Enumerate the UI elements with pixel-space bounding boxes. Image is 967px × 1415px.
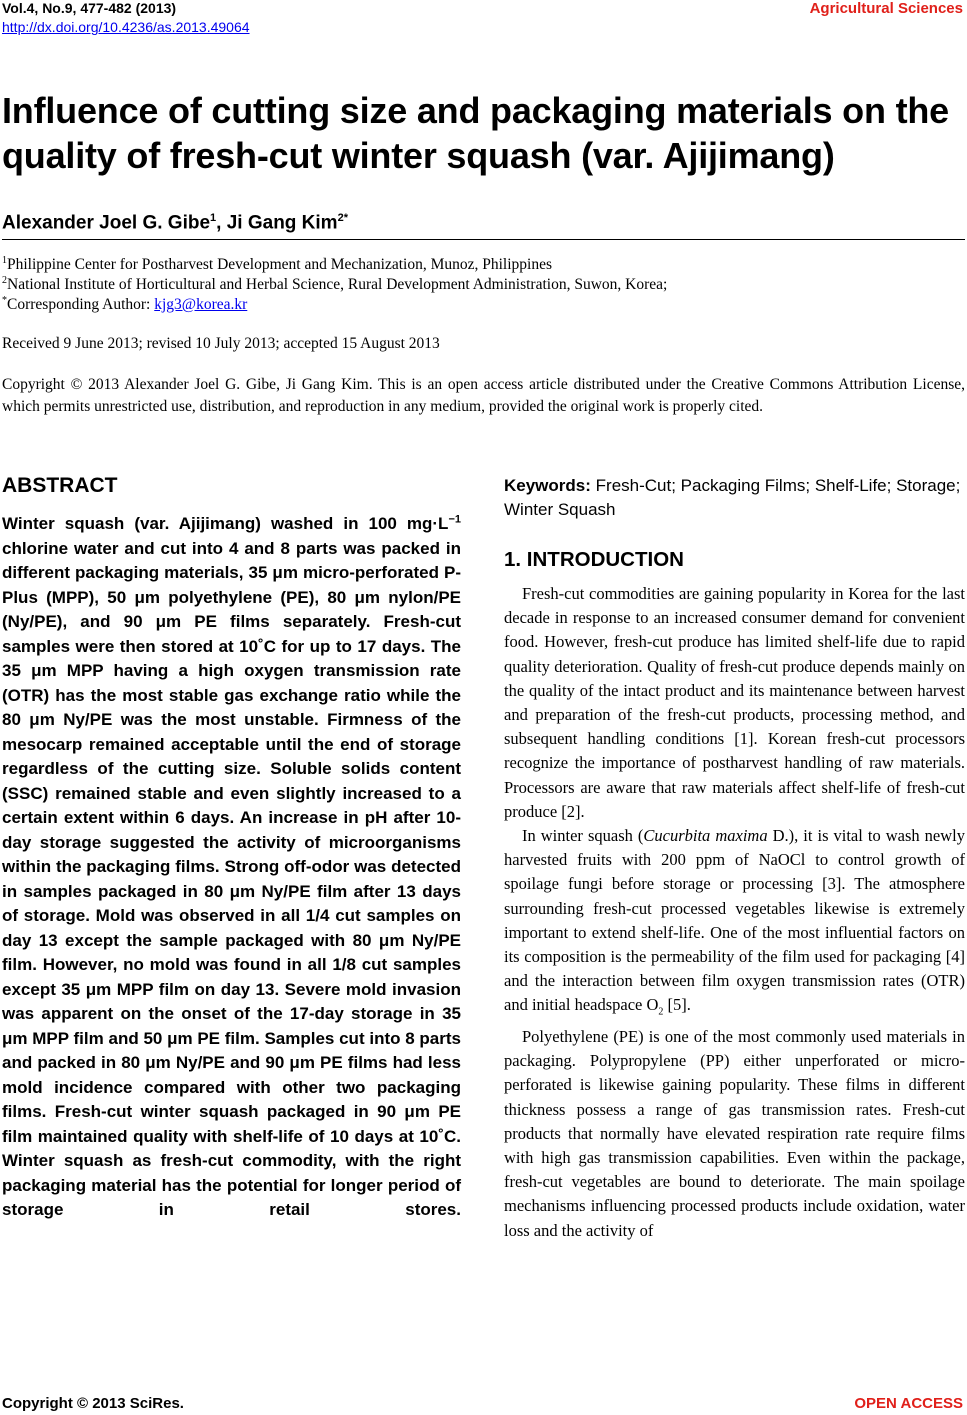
abstract-superscript: −1: [448, 513, 461, 526]
header-divider: [2, 239, 965, 240]
footer-copyright: Copyright © 2013 SciRes.: [2, 1395, 184, 1412]
intro-p2-part-3: [5].: [663, 995, 691, 1015]
author-separator: ,: [216, 212, 227, 234]
doi-link[interactable]: http://dx.doi.org/10.4236/as.2013.49064: [2, 19, 250, 35]
abstract-text: [2, 512, 461, 1223]
journal-name: Agricultural Sciences: [809, 0, 963, 17]
keywords-label: Keywords:: [504, 476, 591, 495]
intro-p2-part-2: D.), it is vital to wash newly harvested fruits with 200 ppm of NaOCl to control growth of spoilage fungi before storage or processing [3]. The atmosphere surrounding fresh-cut processed vegetables likewise is extremely important to extend shelf-life. One of the most influential factors on its composition is the permeability of the film used for packaging [4] and the interaction between film oxygen transmission rates (OTR) and initial headspace O: [504, 826, 965, 1015]
footer-open-access: OPEN ACCESS: [854, 1395, 963, 1412]
keywords: [504, 474, 965, 522]
article-title: Influence of cutting size and packaging materials on the quality of fresh-cut winter squash (var. Ajijimang): [2, 90, 949, 176]
corresponding-mark: *: [2, 295, 7, 306]
corresponding-label: Corresponding Author:: [7, 296, 155, 314]
introduction-heading: 1. INTRODUCTION: [504, 548, 684, 571]
corresponding-author: [2, 290, 247, 316]
affiliation-2-text: National Institute of Horticultural and Herbal Science, Rural Development Administration, Suwon, Korea;: [7, 276, 668, 294]
article-dates: Received 9 June 2013; revised 10 July 2013; accepted 15 August 2013: [2, 335, 440, 352]
intro-p2-subscript: 2: [658, 1006, 664, 1018]
affiliation-1-text: Philippine Center for Postharvest Development and Mechanization, Munoz, Philippines: [7, 256, 552, 274]
affiliation-1-mark: 1: [2, 255, 7, 266]
copyright-notice: Copyright © 2013 Alexander Joel G. Gibe, Ji Gang Kim. This is an open access article distributed under the Creative Commons Attribution License, which permits unrestricted use, distribution, and reproduction in any medium, provided the original work is properly cited.: [2, 376, 965, 415]
right-column: [504, 474, 965, 1243]
author-2: Ji Gang Kim: [226, 212, 338, 234]
abstract-heading: ABSTRACT: [2, 474, 118, 497]
intro-paragraph-1: Fresh-cut commodities are gaining popularity in Korea for the last decade in response to an increased consumer demand for convenient food. However, fresh-cut produce has limited shelf-life due to rapid quality deterioration. Quality of fresh-cut produce depends mainly on the quality of the intact product and its maintenance between harvest and preparation of the fresh-cut products, processing method, and subsequent handling conditions [1]. Korean fresh-cut processors recognize the importance of postharvest handling of raw materials. Processors are aware that raw materials affect shelf-life of fresh-cut produce [2].: [504, 584, 965, 821]
volume-info: Vol.4, No.9, 477-482 (2013): [2, 0, 177, 16]
author-1-affiliation-mark: 1: [210, 212, 217, 224]
author-line: [2, 212, 348, 234]
corresponding-email-link[interactable]: kjg3@korea.kr: [154, 296, 248, 314]
keywords-text: Fresh-Cut; Packaging Films; Shelf-Life; Storage; Winter Squash: [504, 476, 961, 519]
intro-p2-part-1: In winter squash (: [522, 826, 644, 846]
intro-paragraph-3: Polyethylene (PE) is one of the most commonly used materials in packaging. Polypropylene (PP) either unperforated or micro-perforated is likewise gaining popularity. These films in different thickness possess a range of gas transmission rates. Fresh-cut products that normally have elevated respiration rate require films with high gas transmission capabilities. Even within the package, fresh-cut vegetables are bound to deteriorate. The main spoilage mechanisms influencing processed products include oxidation, water loss and the activity of: [504, 1026, 965, 1240]
abstract-text-part-2: chlorine water and cut into 4 and 8 parts was packed in different packaging materials, 35 μm micro-perforated P-Plus (MPP), 50 μm polyethylene (PE), 80 μm nylon/PE (Ny/PE), and 90 μm PE films separately. Fresh-cut samples were then stored at 10˚C for up to 17 days. The 35 μm MPP having a high oxygen transmission rate (OTR) has the most stable gas exchange ratio while the 80 μm Ny/PE was the most unstable. Firmness of the mesocarp remained acceptable until the end of storage regardless of the cutting size. Soluble solids content (SSC) remained stable and even slightly increased to a certain extent within 6 days. An increase in pH after 10-day storage suggested the activity of microorganisms within the packaging films. Strong off-odor was detected in samples packaged in 80 μm Ny/PE film after 13 days of storage. Mold was observed in all 1/4 cut samples on day 13 except the sample packaged with 80 μm Ny/PE film. However, no mold was found in all 1/8 cut samples except 35 μm MPP film on day 13. Severe mold invasion was apparent on the onset of the 17-day storage in 35 μm MPP film and 50 μm PE film. Samples cut into 8 parts and packed in 80 μm Ny/PE and 90 μm PE films had less mold incidence compared with other two packaging films. Fresh-cut winter squash packaged in 90 μm PE film maintained quality with shelf-life of 10 days at 10˚C. Winter squash as fresh-cut commodity, with the right packaging material has the potential for longer period of storage in retail stores.: [2, 538, 461, 1219]
affiliation-2-mark: 2: [2, 275, 7, 286]
intro-paragraph-2: [504, 824, 965, 1025]
author-1: Alexander Joel G. Gibe: [2, 212, 211, 234]
abstract-text-part-1: Winter squash (var. Ajijimang) washed in 100 mg·L: [2, 514, 449, 533]
left-column: [2, 474, 461, 1223]
intro-p2-species: Cucurbita maxima: [643, 826, 768, 846]
author-2-affiliation-mark: 2*: [337, 212, 348, 224]
